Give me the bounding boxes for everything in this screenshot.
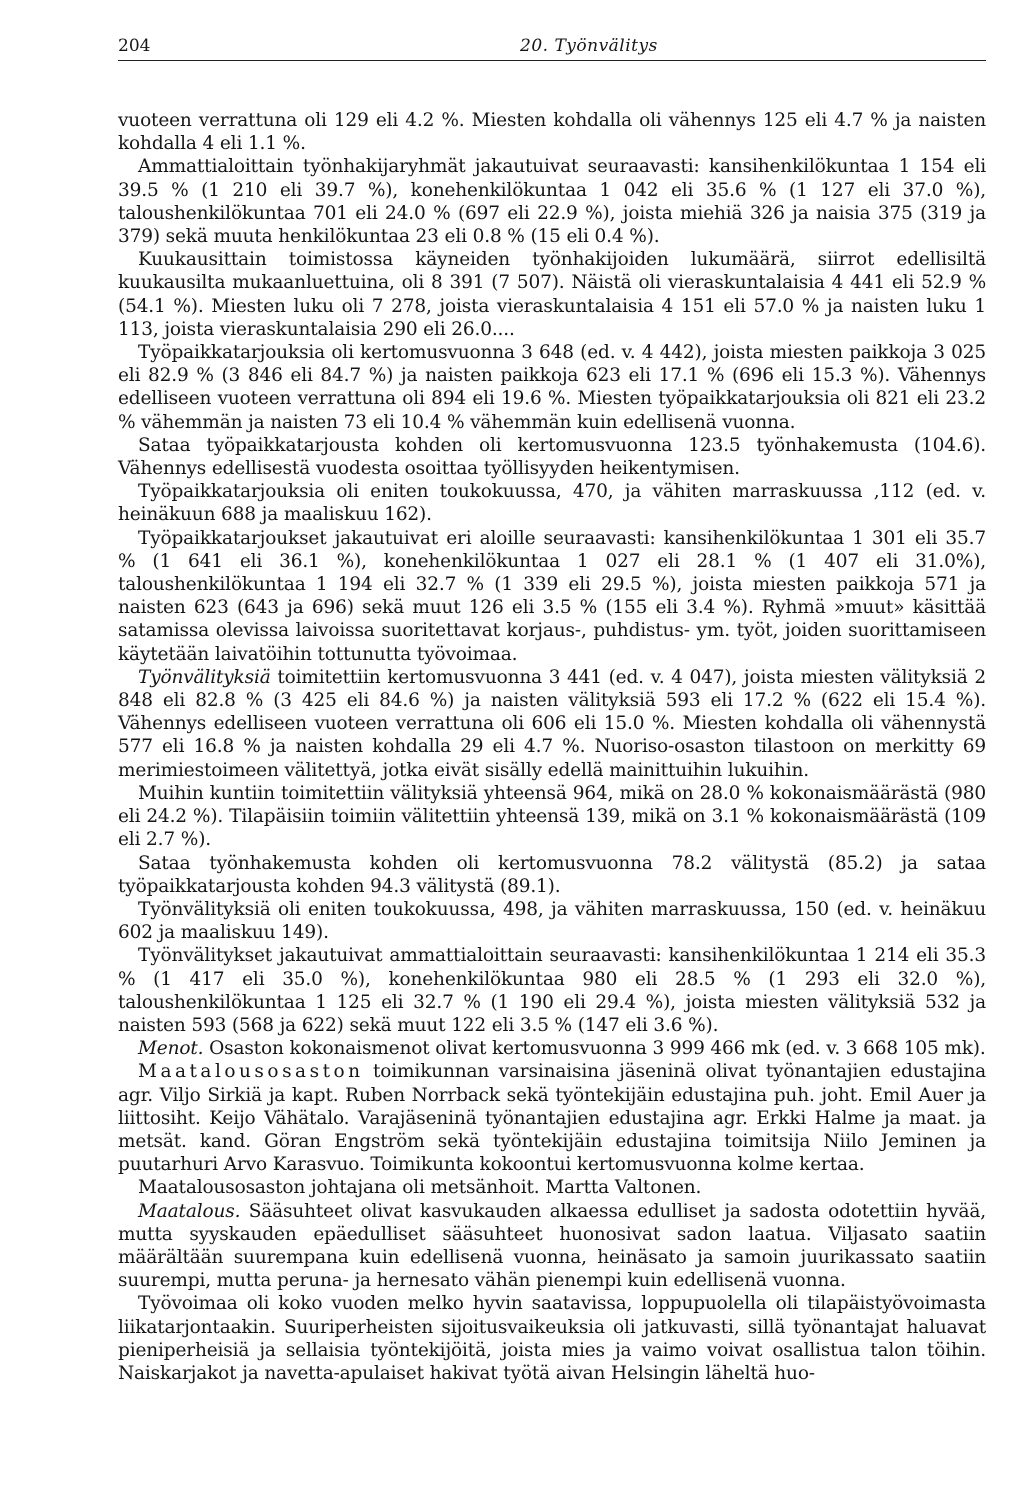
- paragraph: Työnvälityksiä oli eniten toukokuussa, 498, ja vähiten marraskuussa, 150 (ed. v. heinäkuu 602 ja maaliskuu 149).: [118, 898, 986, 944]
- paragraph: Sataa työnhakemusta kohden oli kertomusvuonna 78.2 välitystä (85.2) ja sataa työpaikkatarjousta kohden 94.3 välitystä (89.1).: [118, 852, 986, 897]
- paragraph: Maatalousosaston johtajana oli metsänhoit. Martta Valtonen.: [138, 1177, 702, 1199]
- page-number: 204: [118, 36, 151, 56]
- paragraph: Työpaikkatarjouksia oli kertomusvuonna 3 648 (ed. v. 4 442), joista miesten paikkoja 3 025 eli 82.9 % (3 846 eli 84.7 %) ja naisten paikkoja 623 eli 17.1 % (696 eli 15.3 %). Vähennys edelliseen vuoteen verrattuna oli 894 eli 19.6 %. Miesten työpaikkatarjouksia oli 821 eli 23.2 % vähemmän ja naisten 73 eli 10.4 % vähemmän kuin edellisenä vuonna.: [118, 342, 986, 433]
- paragraph: Muihin kuntiin toimitettiin välityksiä yhteensä 964, mikä on 28.0 % kokonaismäärästä (980 eli 24.2 %). Tilapäisiin toimiin välitettiin yhteensä 139, mikä on 3.1 % kokonaismäärästä (109 eli 2.7 %).: [118, 782, 986, 851]
- paragraph: Työpaikkatarjoukset jakautuivat eri aloille seuraavasti: kansihenkilökuntaa 1 301 eli 35.7 % (1 641 eli 36.1 %), konehenkilökuntaa 1 027 eli 28.1 % (1 407 eli 31.0%), taloushenkilökuntaa 1 194 eli 32.7 % (1 339 eli 29.5 %), joista miesten paikkoja 571 ja naisten 623 (643 ja 696) sekä muut 126 eli 3.5 % (155 eli 3.4 %). Ryhmä »muut» käsittää satamissa olevissa laivoissa suoritettavat korjaus-, puhdistus- ym. työt, joiden suorittamiseen käytetään laivatöihin tottunutta työvoimaa.: [118, 527, 986, 665]
- paragraph: Menot. Osaston kokonaismenot olivat kertomusvuonna 3 999 466 mk (ed. v. 3 668 105 mk).: [138, 1038, 986, 1060]
- paragraph: Työpaikkatarjouksia oli eniten toukokuussa, 470, ja vähiten marraskuussa ,112 (ed. v. heinäkuun 688 ja maaliskuu 162).: [118, 481, 986, 526]
- spaced-lead: Maatalousosaston: [138, 1061, 364, 1083]
- italic-lead: Maatalous.: [138, 1200, 241, 1222]
- paragraph: Maatalous. Sääsuhteet olivat kasvukauden alkaessa edulliset ja sadosta odotettiin hyvää, mutta syyskauden epäedulliset sääsuhteet huonosivat sadon laatua. Viljasato saatiin määrältään suurempana kuin edellisenä vuonna, heinäsato ja samoin juurikassato saatiin suurempi, mutta peruna- ja hernesato vähän pienempi kuin edellisenä vuonna.: [118, 1200, 986, 1292]
- italic-lead: Työnvälityksiä: [138, 666, 271, 688]
- paragraph: Ammattialoittain työnhakijaryhmät jakautuivat seuraavasti: kansihenkilökuntaa 1 154 eli 39.5 % (1 210 eli 39.7 %), konehenkilökuntaa 1 042 eli 35.6 % (1 127 eli 37.0 %), taloushenkilökuntaa 701 eli 24.0 % (697 eli 22.9 %), joista miehiä 326 ja naisia 375 (319 ja 379) sekä muuta henkilökuntaa 23 eli 0.8 % (15 eli 0.4 %).: [118, 156, 986, 248]
- paragraph: Kuukausittain toimistossa käyneiden työnhakijoiden lukumäärä, siirrot edellisiltä kuukausilta mukaanluettuina, oli 8 391 (7 507). Näistä oli vieraskuntalaisia 4 441 eli 52.9 % (54.1 %). Miesten luku oli 7 278, joista vieraskuntalaisia 4 151 eli 57.0 % ja naisten luku 1 113, joista vieraskuntalaisia 290 eli 26.0....: [118, 249, 986, 340]
- italic-lead: Menot.: [138, 1038, 204, 1060]
- running-head: 20. Työnvälitys: [520, 36, 658, 56]
- document-page: [118, 30, 986, 1385]
- paragraph: Sataa työpaikkatarjousta kohden oli kertomusvuonna 123.5 työnhakemusta (104.6). Vähennys edellisestä vuodesta osoittaa työllisyyden heikentymisen.: [118, 434, 986, 480]
- paragraph: Maatalousosaston toimikunnan varsinaisina jäseninä olivat työnantajien edustajina agr. Viljo Sirkiä ja kapt. Ruben Norrback sekä työntekijäin edustajina puh. joht. Emil Auer ja liittosiht. Keijo Vähätalo. Varajäseninä työnantajien edustajina agr. Erkki Halme ja maat. ja metsät. kand. Göran Engström sekä työntekijäin edustajina toimitsija Niilo Jeminen ja puutarhuri Arvo Karasvuo. Toimikunta kokoontui kertomusvuonna kolme kertaa.: [118, 1061, 986, 1176]
- paragraph: Työnvälitykset jakautuivat ammattialoittain seuraavasti: kansihenkilökuntaa 1 214 eli 35.3 % (1 417 eli 35.0 %), konehenkilökuntaa 980 eli 28.5 % (1 293 eli 32.0 %), taloushenkilökuntaa 1 125 eli 32.7 % (1 190 eli 29.4 %), joista miesten välityksiä 532 ja naisten 593 (568 ja 622) sekä muut 122 eli 3.5 % (147 eli 3.6 %).: [118, 945, 986, 1036]
- page-header: [118, 30, 986, 61]
- paragraph: vuoteen verrattuna oli 129 eli 4.2 %. Miesten kohdalla oli vähennys 125 eli 4.7 % ja naisten kohdalla 4 eli 1.1 %.: [118, 110, 986, 155]
- body-text: [118, 109, 986, 1385]
- paragraph: Työnvälityksiä toimitettiin kertomusvuonna 3 441 (ed. v. 4 047), joista miesten välityksiä 2 848 eli 82.8 % (3 425 eli 84.6 %) ja naisten välityksiä 593 eli 17.2 % (622 eli 15.4 %). Vähennys edelliseen vuoteen verrattuna oli 606 eli 15.0 %. Miesten kohdalla oli vähennystä 577 eli 16.8 % ja naisten kohdalla 29 eli 4.7 %. Nuoriso-osaston tilastoon on merkitty 69 merimiestoimeen välitettyä, jotka eivät sisälly edellä mainittuihin lukuihin.: [118, 666, 986, 781]
- paragraph: Työvoimaa oli koko vuoden melko hyvin saatavissa, loppupuolella oli tilapäistyövoimasta liikatarjontaakin. Suuriperheisten sijoitusvaikeuksia oli jatkuvasti, sillä työnantajat haluavat pieniperheisiä ja sellaisia työntekijöitä, joista mies ja vaimo voivat osallistua talon töihin. Naiskarjakot ja navetta-apulaiset hakivat työtä aivan Helsingin läheltä huo-: [118, 1293, 986, 1384]
